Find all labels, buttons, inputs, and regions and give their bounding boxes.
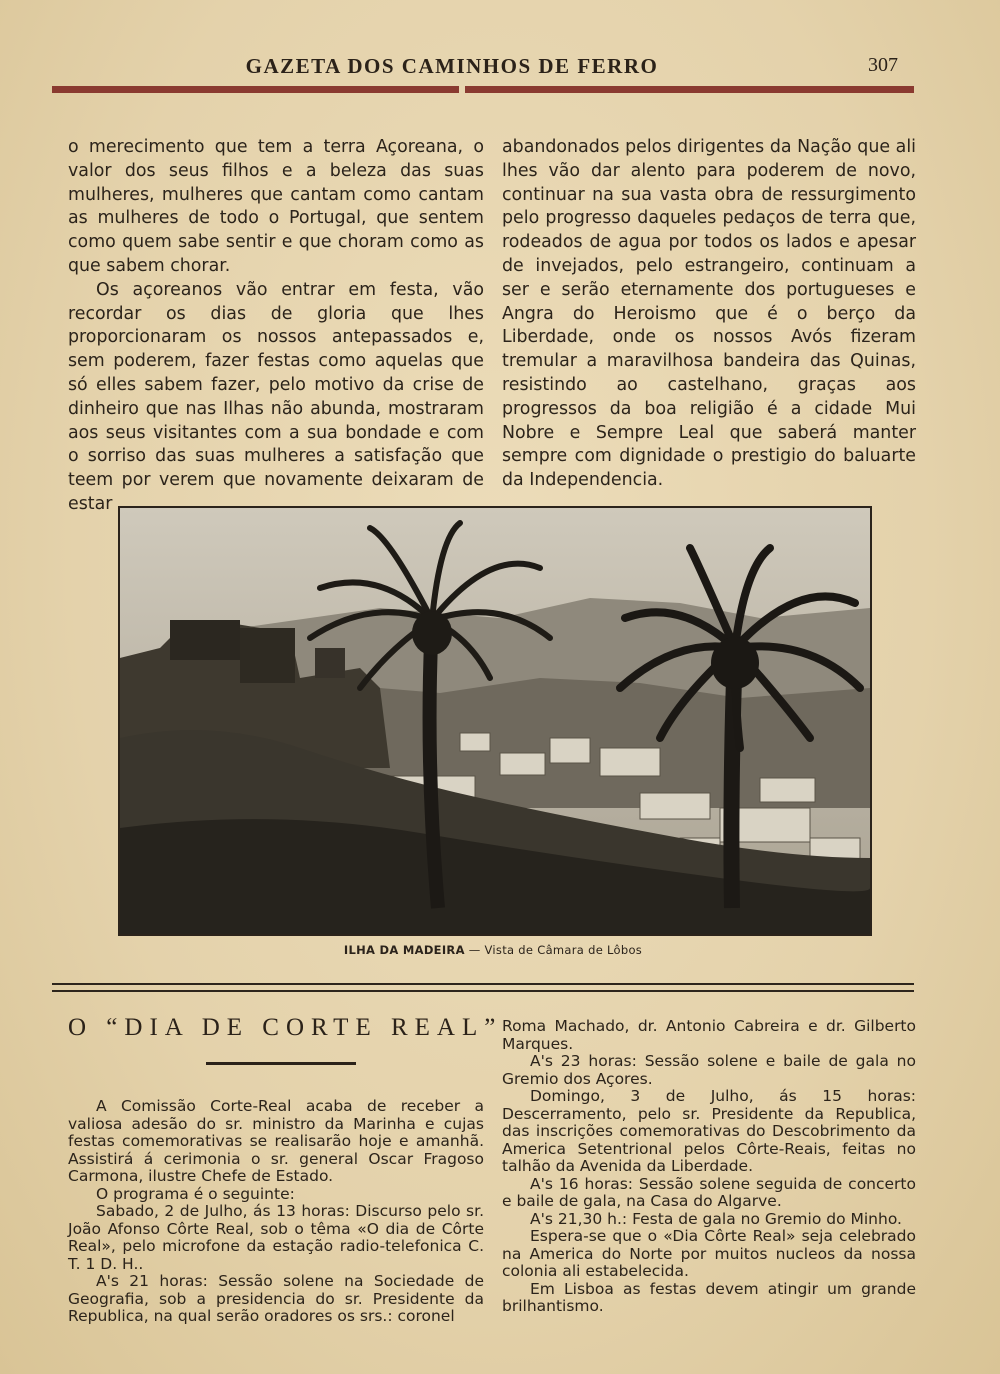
paragraph: A's 21 horas: Sessão solene na Sociedade de Geografia, sob a presidencia do sr. Presidente da Republica, na qual serão oradores os srs.: coronel bbox=[68, 1272, 484, 1325]
section-rule bbox=[52, 990, 914, 992]
paragraph: A's 16 horas: Sessão solene seguida de concerto e baile de gala, na Casa do Algarve. bbox=[502, 1174, 916, 1210]
header-rule bbox=[52, 86, 914, 94]
caption-place: ILHA DA MADEIRA bbox=[343, 943, 465, 957]
article2-column-left bbox=[68, 1098, 484, 1326]
photo-caption bbox=[118, 943, 868, 957]
article-column-left bbox=[68, 136, 484, 517]
publication-title: GAZETA DOS CAMINHOS DE FERRO bbox=[245, 54, 659, 78]
section-rule bbox=[52, 983, 914, 985]
paragraph: Espera-se que o «Dia Côrte Real» seja celebrado na America do Norte por muitos nucleos da nossa colonia ali estabelecida. bbox=[502, 1227, 916, 1280]
paragraph: Os açoreanos vão entrar em festa, vão recordar os dias de gloria que lhes proporcionaram os nossos antepassados e, sem poderem, fazer festas como aquelas que só elles sabem fazer, pelo motivo da crise de dinheiro que nas Ilhas não abunda, mostraram aos seus visitantes com a sua bondade e com o sorriso das suas mulheres a satisfação que teem por verem que novamente deixaram de estar bbox=[68, 279, 484, 514]
paragraph: Sabado, 2 de Julho, ás 13 horas: Discurso pelo sr. João Afonso Côrte Real, sob o têma «O dia de Côrte Real», pelo microfone da estação radio-telefonica C. T. 1 D. H.. bbox=[68, 1202, 484, 1273]
paragraph: A's 23 horas: Sessão solene e baile de gala no Gremio dos Açores. bbox=[502, 1052, 916, 1088]
paragraph: Em Lisboa as festas devem atingir um grande brilhantismo. bbox=[502, 1279, 916, 1315]
article-column-right bbox=[502, 136, 916, 493]
paragraph: abandonados pelos dirigentes da Nação que ali lhes vão dar alento para poderem de novo, continuar na sua vasta obra de ressurgimento pelo progresso daqueles pedaços de terra que, rodeados de agua por todos os lados e apesar de invejados, pelo estrangeiro, continuam a ser e serão eternamente dos portugueses e Angra do Heroismo que é o berço da Liberdade, onde os nossos Avós fizeram tremular a maravilhosa bandeira das Quinas, resistindo ao castelhano, graças aos progressos da boa religião é a cidade Mui Nobre e Sempre Leal que saberá manter sempre com dignidade o prestigio do baluarte da Independencia. bbox=[502, 137, 916, 491]
page-header bbox=[52, 52, 912, 82]
paragraph: A Comissão Corte-Real acaba de receber a valiosa adesão do sr. ministro da Marinha e cujas festas comemorativas se realisarão hoje e amanhã. Assistirá á cerimonia o sr. general Oscar Fragoso Carmona, ilustre Chefe de Estado. bbox=[68, 1097, 484, 1185]
caption-text: — Vista de Câmara de Lôbos bbox=[464, 943, 643, 957]
paragraph: Roma Machado, dr. Antonio Cabreira e dr. Gilberto Marques. bbox=[502, 1017, 916, 1053]
paragraph: o merecimento que tem a terra Açoreana, o valor dos seus filhos e a beleza das suas mulheres, mulheres que cantam como cantam as mulheres de todo o Portugal, que sentem como quem sabe sentir e que choram como as que sabem chorar. bbox=[68, 137, 484, 276]
article-title: O “DIA DE CORTE REAL” bbox=[68, 1014, 503, 1041]
paragraph: A's 21,30 h.: Festa de gala no Gremio do Minho. bbox=[530, 1209, 902, 1228]
paragraph: O programa é o seguinte: bbox=[96, 1184, 295, 1203]
madeira-photo bbox=[118, 506, 872, 936]
paragraph: Domingo, 3 de Julho, ás 15 horas: Descerramento, pelo sr. Presidente da Republica, das inscrições comemorativas do Descobrimento da America Setentrional pelos Côrte-Reais, feitas no talhão da Avenida da Liberdade. bbox=[502, 1087, 916, 1175]
article2-column-right bbox=[502, 1018, 916, 1316]
title-underline bbox=[206, 1062, 356, 1065]
page-number: 307 bbox=[868, 54, 898, 76]
